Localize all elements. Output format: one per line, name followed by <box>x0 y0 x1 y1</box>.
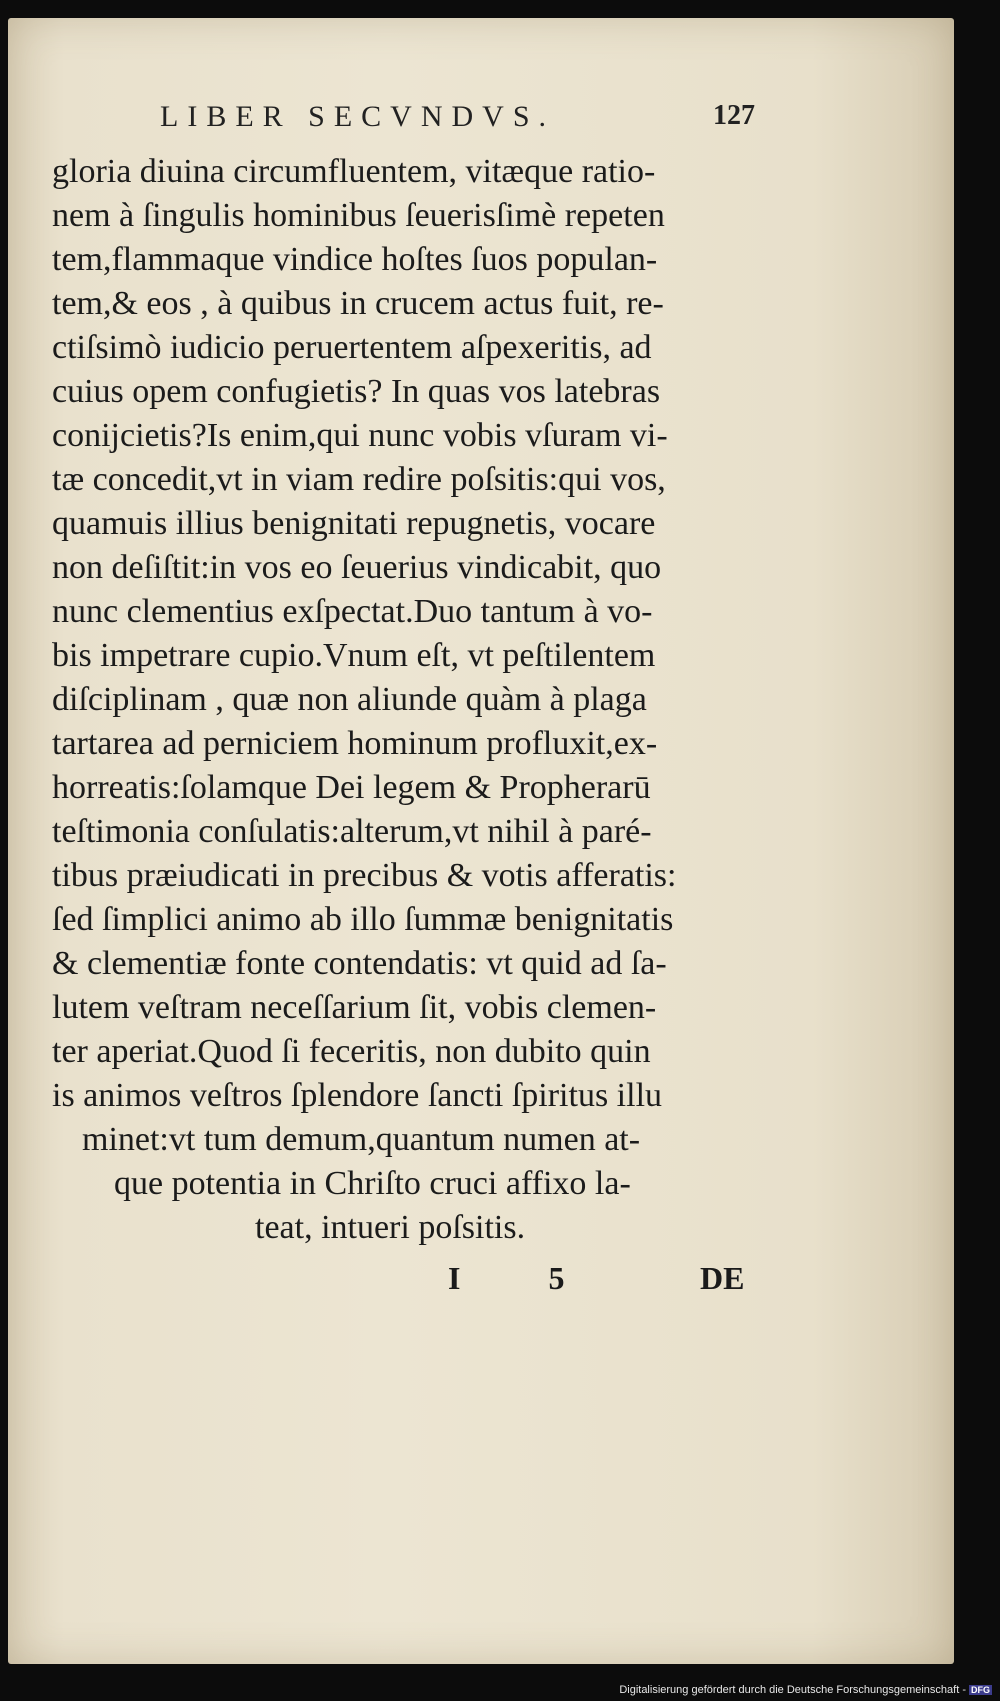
text-line: & clementiæ fonte contendatis: vt quid ad ſa- <box>52 945 667 982</box>
book-page <box>8 18 954 1664</box>
text-line: minet:vt tum demum,quantum numen at- <box>82 1121 641 1158</box>
text-line: teſtimonia conſulatis:alterum,vt nihil à paré- <box>52 813 652 850</box>
text-line: ter aperiat.Quod ſi feceritis, non dubito quin <box>52 1033 651 1070</box>
dfg-logo-icon: DFG <box>971 1685 990 1696</box>
text-line: tibus præiudicati in precibus & votis afferatis: <box>52 857 677 894</box>
text-line: nem à ſingulis hominibus ſeuerisſimè repeten <box>52 197 665 234</box>
text-line: ctiſsimò iudicio peruertentem aſpexeritis, ad <box>52 329 652 366</box>
text-line: conijcietis?Is enim,qui nunc vobis vſuram vi- <box>52 417 668 454</box>
signature-mark: I 5 <box>448 1260 605 1296</box>
text-line: cuius opem confugietis? In quas vos latebras <box>52 373 661 410</box>
text-line: tartarea ad perniciem hominum profluxit,ex- <box>52 725 658 762</box>
running-title: LIBER SECVNDVS. <box>160 100 556 133</box>
page-footer <box>8 1260 954 1300</box>
digitization-credit <box>619 1684 992 1696</box>
text-line: bis impetrare cupio.Vnum eſt, vt peſtilentem <box>52 637 656 674</box>
text-line: horreatis:ſolamque Dei legem & Propherarū <box>52 769 651 806</box>
text-line: ſed ſimplici animo ab illo ſummæ benignitatis <box>52 901 674 938</box>
text-line: nunc clementius exſpectat.Duo tantum à vo- <box>52 593 653 630</box>
text-line: tæ concedit,vt in viam redire poſsitis:qui vos, <box>52 461 666 498</box>
text-line: tem,& eos , à quibus in crucem actus fuit, re- <box>52 285 664 322</box>
text-line: lutem veſtram neceſſarium ſit, vobis clemen- <box>52 989 657 1026</box>
credit-text: Digitalisierung gefördert durch die Deutsche Forschungsgemeinschaft - <box>619 1684 966 1696</box>
page-header <box>8 100 954 140</box>
text-line: gloria diuina circumfluentem, vitæque ratio- <box>52 153 656 190</box>
text-line: is animos veſtros ſplendore ſancti ſpiritus illu <box>52 1077 663 1114</box>
text-line: diſciplinam , quæ non aliunde quàm à plaga <box>52 681 647 718</box>
text-line: tem,flammaque vindice hoſtes ſuos populan- <box>52 241 658 278</box>
text-line: quamuis illius benignitati repugnetis, vocare <box>52 505 656 542</box>
page-number: 127 <box>713 100 755 131</box>
text-line: que potentia in Chriſto cruci affixo la- <box>114 1165 631 1202</box>
text-line: non deſiſtit:in vos eo ſeuerius vindicabit, quo <box>52 549 662 586</box>
catchword: DE <box>700 1260 745 1296</box>
text-line: teat, intueri poſsitis. <box>255 1209 526 1246</box>
body-text <box>52 150 772 1250</box>
